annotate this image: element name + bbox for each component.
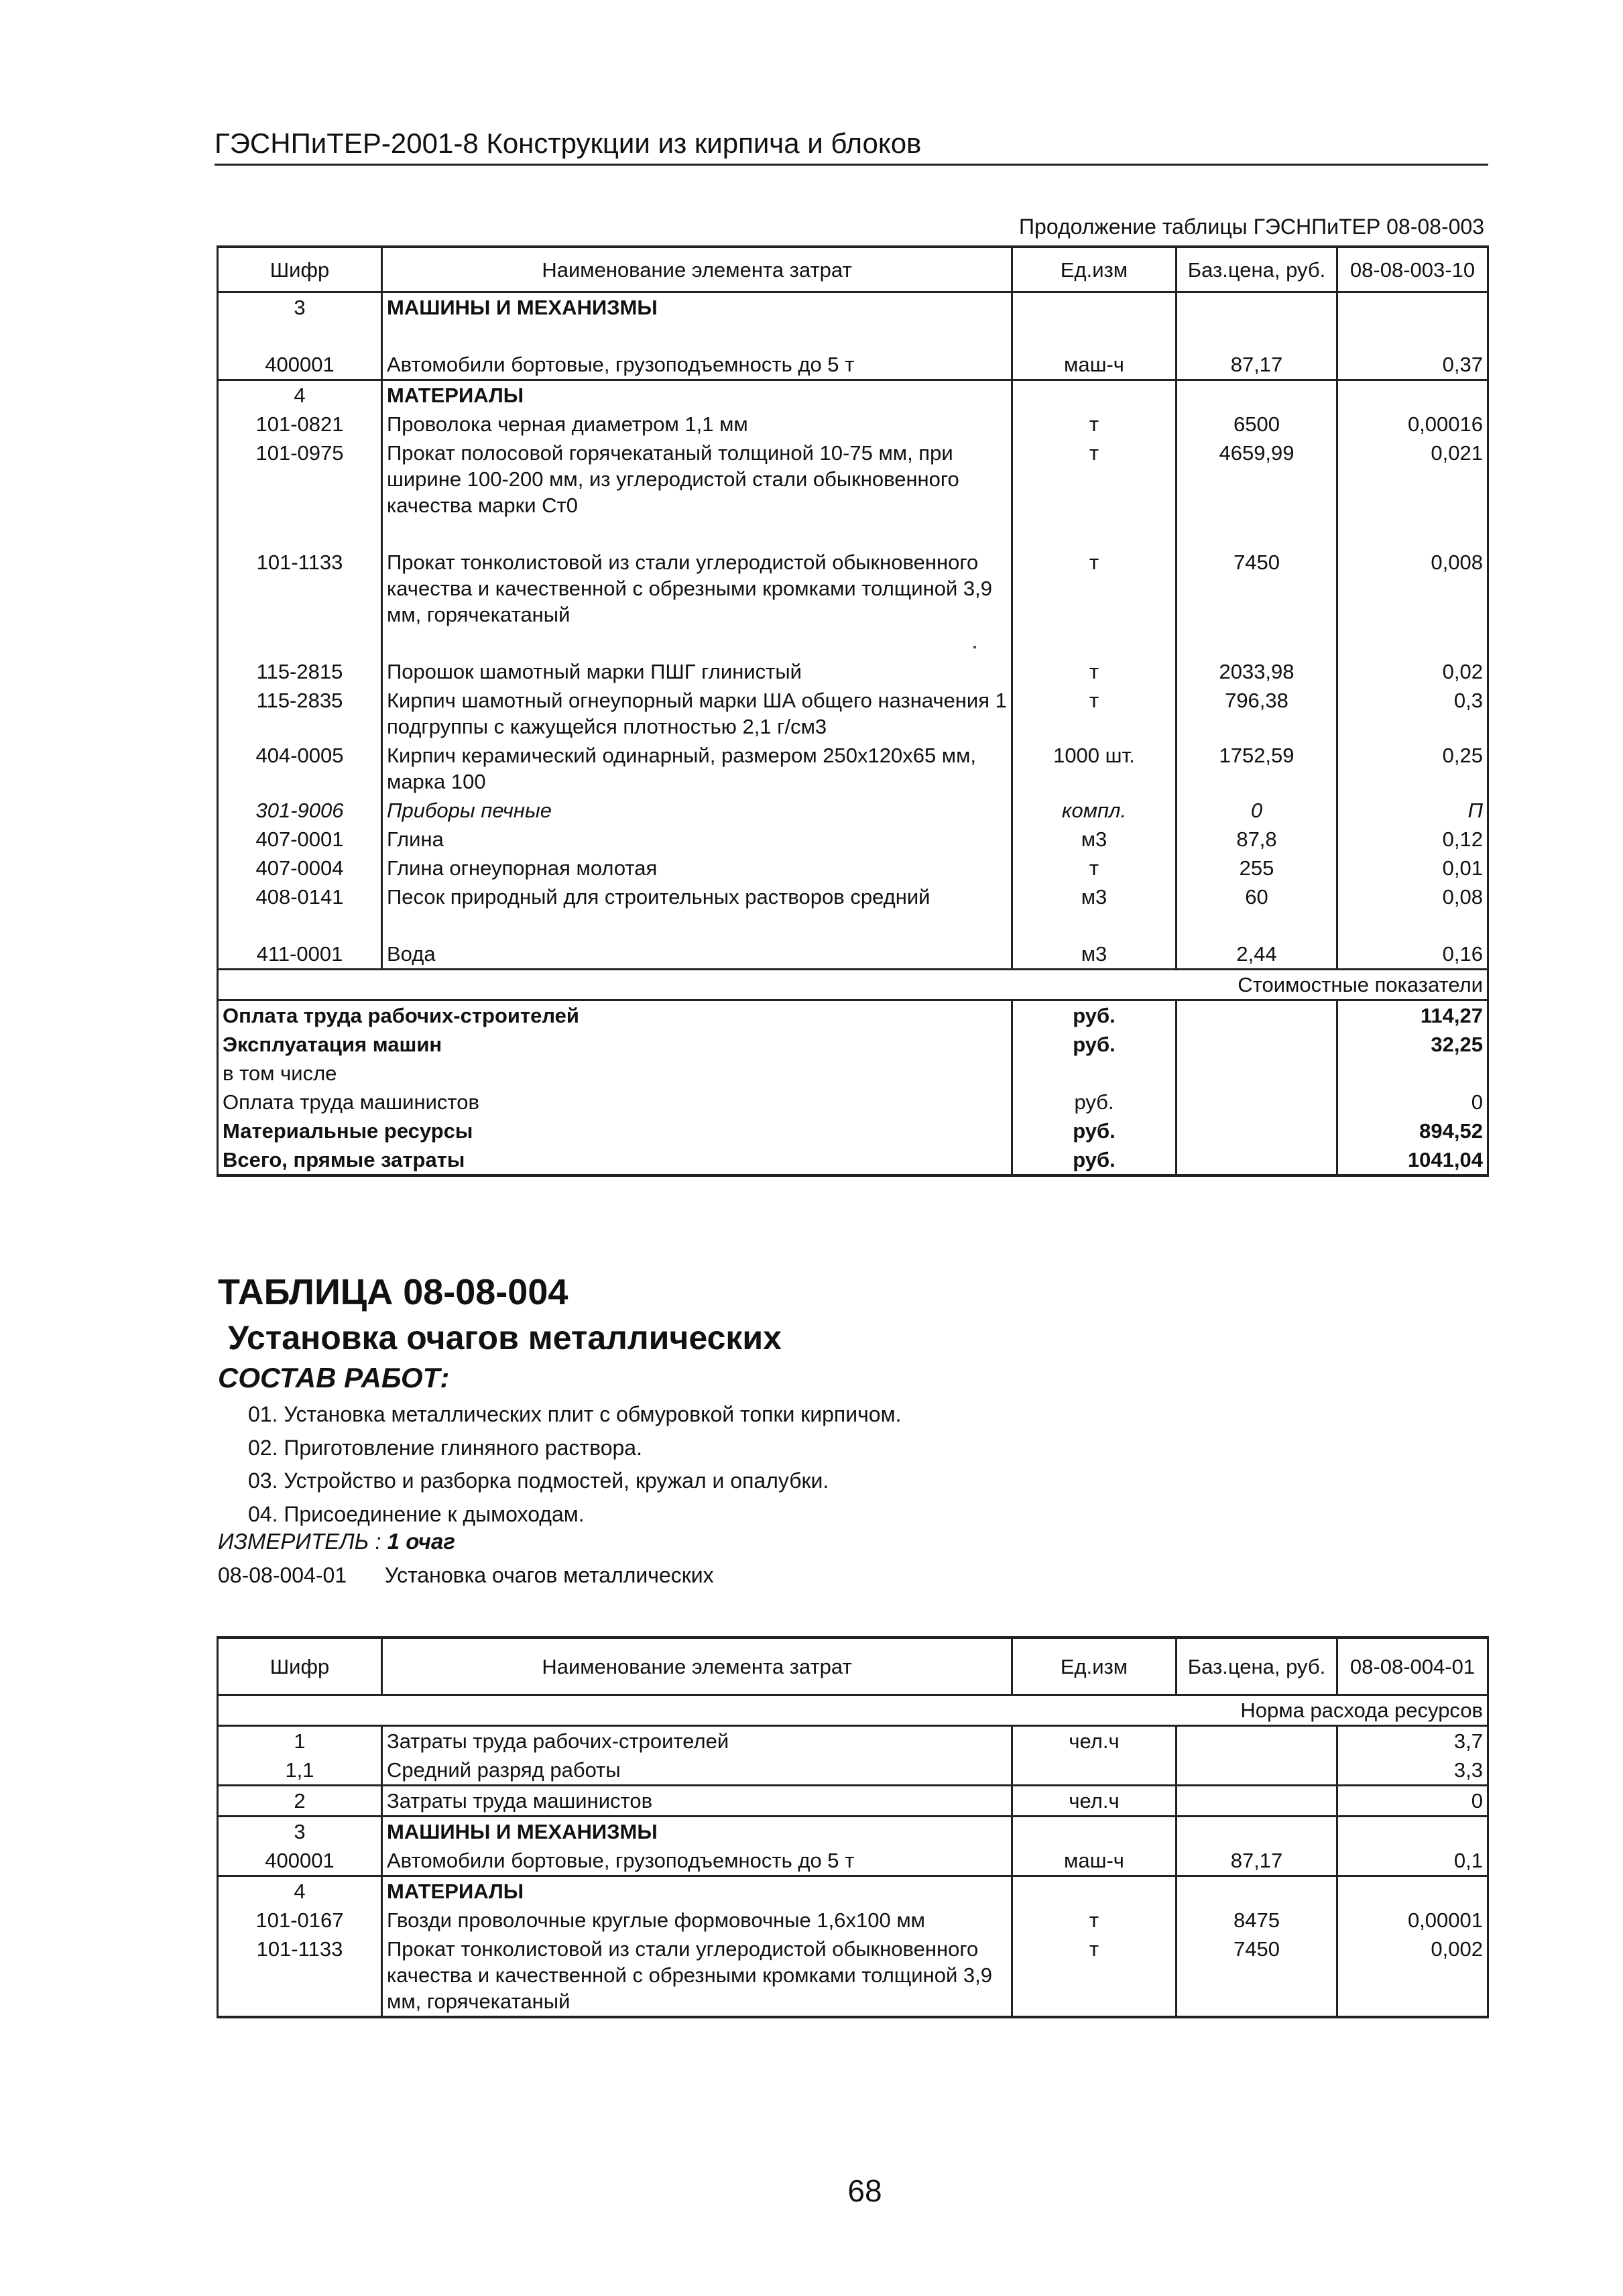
- works-item: 01. Установка металлических плит с обмуровкой топки кирпичом.: [248, 1402, 902, 1426]
- measure-label: ИЗМЕРИТЕЛЬ :: [218, 1529, 381, 1554]
- cell-value: 0,25: [1337, 741, 1488, 796]
- cell-unit: [1012, 1817, 1177, 1847]
- cost-unit: руб.: [1012, 1116, 1177, 1145]
- page-header: ГЭСНПиТЕР-2001-8 Конструкции из кирпича и блоков: [215, 126, 1488, 166]
- cost-row: [218, 1000, 1488, 1031]
- cell-price: [1177, 380, 1337, 410]
- cell-value: 0,3: [1337, 686, 1488, 741]
- table-row: [218, 741, 1488, 796]
- table-header-row: [218, 247, 1488, 292]
- measure-value: 1 очаг: [387, 1529, 456, 1554]
- resource-table-08-08-004: [217, 1636, 1489, 2018]
- cell-code: 1,1: [218, 1756, 382, 1786]
- cell-unit: т: [1012, 657, 1177, 686]
- cost-empty: [1177, 1116, 1337, 1145]
- cost-value: 894,52: [1337, 1116, 1488, 1145]
- table-row: [218, 796, 1488, 825]
- works-heading: СОСТАВ РАБОТ:: [218, 1362, 450, 1393]
- cell-unit: м3: [1012, 939, 1177, 970]
- table-row: [218, 1906, 1488, 1935]
- cell-value: 0,008: [1337, 548, 1488, 629]
- cell-price: 2,44: [1177, 939, 1337, 970]
- resource-table-08-08-003: [217, 245, 1489, 1177]
- cell-name: Песок природный для строительных растворов средний: [382, 882, 1012, 911]
- cell-name: Прокат тонколистовой из стали углеродистой обыкновенного качества и качественной с обрезными кромками толщиной 3,9 мм, горячекатаный: [382, 1935, 1012, 2017]
- cell-value: [1337, 1817, 1488, 1847]
- cell-unit: м3: [1012, 882, 1177, 911]
- cell-value: 0,00001: [1337, 1906, 1488, 1935]
- works-item: 03. Устройство и разборка подмостей, кружал и опалубки.: [248, 1469, 829, 1493]
- table-continuation-caption: Продолжение таблицы ГЭСНПиТЕР 08-08-003: [1019, 215, 1484, 239]
- cost-value: 0: [1337, 1088, 1488, 1116]
- cell-price: 87,17: [1177, 350, 1337, 380]
- column-header-resource-code: 08-08-004-01: [1337, 1638, 1488, 1695]
- cell-name: Гвозди проволочные круглые формовочные 1,6х100 мм: [382, 1906, 1012, 1935]
- cell-value: 0,37: [1337, 350, 1488, 380]
- cell-name: Проволока черная диаметром 1,1 мм: [382, 410, 1012, 439]
- cell-unit: т: [1012, 1935, 1177, 2017]
- page-number: 68: [847, 2173, 882, 2208]
- cell-unit: компл.: [1012, 796, 1177, 825]
- cell-value: 0,02: [1337, 657, 1488, 686]
- cost-unit: руб.: [1012, 1088, 1177, 1116]
- cell-code: 4: [218, 380, 382, 410]
- cell-value: 0,16: [1337, 939, 1488, 970]
- cell-price: 87,8: [1177, 825, 1337, 854]
- cell-value: 0,12: [1337, 825, 1488, 854]
- cost-label: в том числе: [218, 1059, 1012, 1088]
- table-row: [218, 1756, 1488, 1786]
- cell-unit: [1012, 1756, 1177, 1786]
- column-header-unit: Ед.изм: [1012, 1638, 1177, 1695]
- cell-name: Кирпич шамотный огнеупорный марки ША общего назначения 1 подгруппы с кажущейся плотностью 2,1 г/см3: [382, 686, 1012, 741]
- cell-price: 796,38: [1177, 686, 1337, 741]
- table-header-row: [218, 1638, 1488, 1695]
- scan-speck: [973, 646, 976, 648]
- cell-value: 3,3: [1337, 1756, 1488, 1786]
- cell-value: 3,7: [1337, 1726, 1488, 1756]
- cell-code: 3: [218, 292, 382, 323]
- column-header-name: Наименование элемента затрат: [382, 247, 1012, 292]
- cost-indicators-header: Стоимостные показатели: [218, 970, 1488, 1000]
- cell-name: Порошок шамотный марки ПШГ глинистый: [382, 657, 1012, 686]
- table-row: [218, 854, 1488, 882]
- cell-unit: м3: [1012, 825, 1177, 854]
- spacer-row: [218, 520, 1488, 548]
- cell-name: Прокат полосовой горячекатаный толщиной 10-75 мм, при ширине 100-200 мм, из углеродистой стали обыкновенного качества марки Ст0: [382, 439, 1012, 520]
- cell-price: 1752,59: [1177, 741, 1337, 796]
- cell-price: 8475: [1177, 1906, 1337, 1935]
- cell-unit: [1012, 292, 1177, 323]
- cell-unit: т: [1012, 686, 1177, 741]
- cost-label: Оплата труда машинистов: [218, 1088, 1012, 1116]
- cell-name: Кирпич керамический одинарный, размером 250х120х65 мм, марка 100: [382, 741, 1012, 796]
- spacer-row: [218, 322, 1488, 350]
- table-row: [218, 292, 1488, 323]
- table-row: [218, 1817, 1488, 1847]
- cell-name: Средний разряд работы: [382, 1756, 1012, 1786]
- cell-price: 87,17: [1177, 1846, 1337, 1876]
- cell-code: 115-2815: [218, 657, 382, 686]
- cost-row: [218, 1030, 1488, 1059]
- table-row: [218, 882, 1488, 911]
- cell-value: 0,002: [1337, 1935, 1488, 2017]
- cost-label: Всего, прямые затраты: [218, 1145, 1012, 1175]
- table-row: [218, 825, 1488, 854]
- cost-unit: руб.: [1012, 1145, 1177, 1175]
- cell-name: МАШИНЫ И МЕХАНИЗМЫ: [382, 1817, 1012, 1847]
- table-row: [218, 350, 1488, 380]
- cell-code: 115-2835: [218, 686, 382, 741]
- cell-unit: т: [1012, 854, 1177, 882]
- table-row: [218, 1846, 1488, 1876]
- cost-value: 114,27: [1337, 1000, 1488, 1031]
- cell-price: [1177, 1726, 1337, 1756]
- cell-name: МАШИНЫ И МЕХАНИЗМЫ: [382, 292, 1012, 323]
- cell-price: [1177, 1817, 1337, 1847]
- cell-value: 0,08: [1337, 882, 1488, 911]
- cell-name: Вода: [382, 939, 1012, 970]
- column-header-price: Баз.цена, руб.: [1177, 1638, 1337, 1695]
- cost-label: Оплата труда рабочих-строителей: [218, 1000, 1012, 1031]
- cell-price: [1177, 1756, 1337, 1786]
- cell-name: Автомобили бортовые, грузоподъемность до 5 т: [382, 350, 1012, 380]
- cell-value: 0,1: [1337, 1846, 1488, 1876]
- works-item: 04. Присоединение к дымоходам.: [248, 1501, 585, 1526]
- cell-unit: т: [1012, 548, 1177, 629]
- cell-code: 101-0975: [218, 439, 382, 520]
- cost-header-row: [218, 970, 1488, 1000]
- cell-unit: т: [1012, 1906, 1177, 1935]
- cost-unit: [1012, 1059, 1177, 1088]
- table-row: [218, 380, 1488, 410]
- cell-name: Прокат тонколистовой из стали углеродистой обыкновенного качества и качественной с обрезными кромками толщиной 3,9 мм, горячекатаный: [382, 548, 1012, 629]
- cell-code: 101-0821: [218, 410, 382, 439]
- table-row: [218, 686, 1488, 741]
- cell-price: 6500: [1177, 410, 1337, 439]
- cell-name: Автомобили бортовые, грузоподъемность до 5 т: [382, 1846, 1012, 1876]
- column-header-code: Шифр: [218, 247, 382, 292]
- works-list: [248, 1398, 901, 1531]
- column-header-unit: Ед.изм: [1012, 247, 1177, 292]
- cell-value: [1337, 292, 1488, 323]
- norm-header-row: [218, 1695, 1488, 1726]
- cost-unit: руб.: [1012, 1030, 1177, 1059]
- cell-price: [1177, 1876, 1337, 1906]
- cell-name: МАТЕРИАЛЫ: [382, 380, 1012, 410]
- cost-value: [1337, 1059, 1488, 1088]
- cost-value: 32,25: [1337, 1030, 1488, 1059]
- cell-name: Затраты труда рабочих-строителей: [382, 1726, 1012, 1756]
- cell-price: 0: [1177, 796, 1337, 825]
- table-row: [218, 1876, 1488, 1906]
- norm-code-title: Установка очагов металлических: [384, 1563, 714, 1587]
- cell-unit: чел.ч: [1012, 1726, 1177, 1756]
- measure-line: [218, 1528, 455, 1556]
- cost-empty: [1177, 1000, 1337, 1031]
- cell-value: [1337, 380, 1488, 410]
- column-header-price: Баз.цена, руб.: [1177, 247, 1337, 292]
- cell-name: Глина: [382, 825, 1012, 854]
- cell-code: 411-0001: [218, 939, 382, 970]
- cell-code: 400001: [218, 350, 382, 380]
- cell-value: 0,021: [1337, 439, 1488, 520]
- cell-name: Глина огнеупорная молотая: [382, 854, 1012, 882]
- cell-unit: [1012, 380, 1177, 410]
- cost-empty: [1177, 1088, 1337, 1116]
- norm-code: 08-08-004-01: [218, 1563, 347, 1587]
- cell-price: 255: [1177, 854, 1337, 882]
- table-row: [218, 1935, 1488, 2017]
- cell-unit: чел.ч: [1012, 1786, 1177, 1817]
- table-row: [218, 657, 1488, 686]
- table-row: [218, 439, 1488, 520]
- cell-code: 2: [218, 1786, 382, 1817]
- cost-row: [218, 1116, 1488, 1145]
- cell-price: [1177, 1786, 1337, 1817]
- table-row: [218, 1726, 1488, 1756]
- cell-unit: т: [1012, 439, 1177, 520]
- table-row: [218, 1786, 1488, 1817]
- norm-code-line: [218, 1561, 714, 1589]
- cell-code: 407-0001: [218, 825, 382, 854]
- cell-unit: маш-ч: [1012, 1846, 1177, 1876]
- cell-price: 4659,99: [1177, 439, 1337, 520]
- cell-name: МАТЕРИАЛЫ: [382, 1876, 1012, 1906]
- cell-unit: [1012, 1876, 1177, 1906]
- cell-code: 101-0167: [218, 1906, 382, 1935]
- cost-row: [218, 1088, 1488, 1116]
- cell-code: 407-0004: [218, 854, 382, 882]
- cost-label: Эксплуатация машин: [218, 1030, 1012, 1059]
- cell-code: 301-9006: [218, 796, 382, 825]
- cell-code: 101-1133: [218, 1935, 382, 2017]
- cell-name: Приборы печные: [382, 796, 1012, 825]
- cost-value: 1041,04: [1337, 1145, 1488, 1175]
- cost-row: [218, 1145, 1488, 1175]
- cell-value: 0,01: [1337, 854, 1488, 882]
- column-header-name: Наименование элемента затрат: [382, 1638, 1012, 1695]
- cell-code: 408-0141: [218, 882, 382, 911]
- table-subtitle: Установка очагов металлических: [228, 1319, 782, 1357]
- cell-price: 60: [1177, 882, 1337, 911]
- cell-price: 7450: [1177, 1935, 1337, 2017]
- column-header-resource-code: 08-08-003-10: [1337, 247, 1488, 292]
- cell-code: 101-1133: [218, 548, 382, 629]
- cell-value: 0,00016: [1337, 410, 1488, 439]
- cell-code: 400001: [218, 1846, 382, 1876]
- cell-price: [1177, 292, 1337, 323]
- cell-value: [1337, 1876, 1488, 1906]
- table-title: ТАБЛИЦА 08-08-004: [218, 1272, 568, 1312]
- cell-unit: 1000 шт.: [1012, 741, 1177, 796]
- cost-unit: руб.: [1012, 1000, 1177, 1031]
- cell-code: 4: [218, 1876, 382, 1906]
- cell-unit: маш-ч: [1012, 350, 1177, 380]
- cell-price: 7450: [1177, 548, 1337, 629]
- cost-label: Материальные ресурсы: [218, 1116, 1012, 1145]
- cost-row: [218, 1059, 1488, 1088]
- cell-code: 3: [218, 1817, 382, 1847]
- cost-empty: [1177, 1059, 1337, 1088]
- table-row: [218, 410, 1488, 439]
- cost-empty: [1177, 1145, 1337, 1175]
- norm-header: Норма расхода ресурсов: [218, 1695, 1488, 1726]
- column-header-code: Шифр: [218, 1638, 382, 1695]
- cell-value: 0: [1337, 1786, 1488, 1817]
- cell-code: 1: [218, 1726, 382, 1756]
- cell-value: П: [1337, 796, 1488, 825]
- cell-price: 2033,98: [1177, 657, 1337, 686]
- table-row: [218, 939, 1488, 970]
- cell-unit: т: [1012, 410, 1177, 439]
- spacer-row: [218, 629, 1488, 657]
- works-item: 02. Приготовление глиняного раствора.: [248, 1435, 642, 1460]
- spacer-row: [218, 911, 1488, 939]
- cell-code: 404-0005: [218, 741, 382, 796]
- cell-name: Затраты труда машинистов: [382, 1786, 1012, 1817]
- cost-empty: [1177, 1030, 1337, 1059]
- table-row: [218, 548, 1488, 629]
